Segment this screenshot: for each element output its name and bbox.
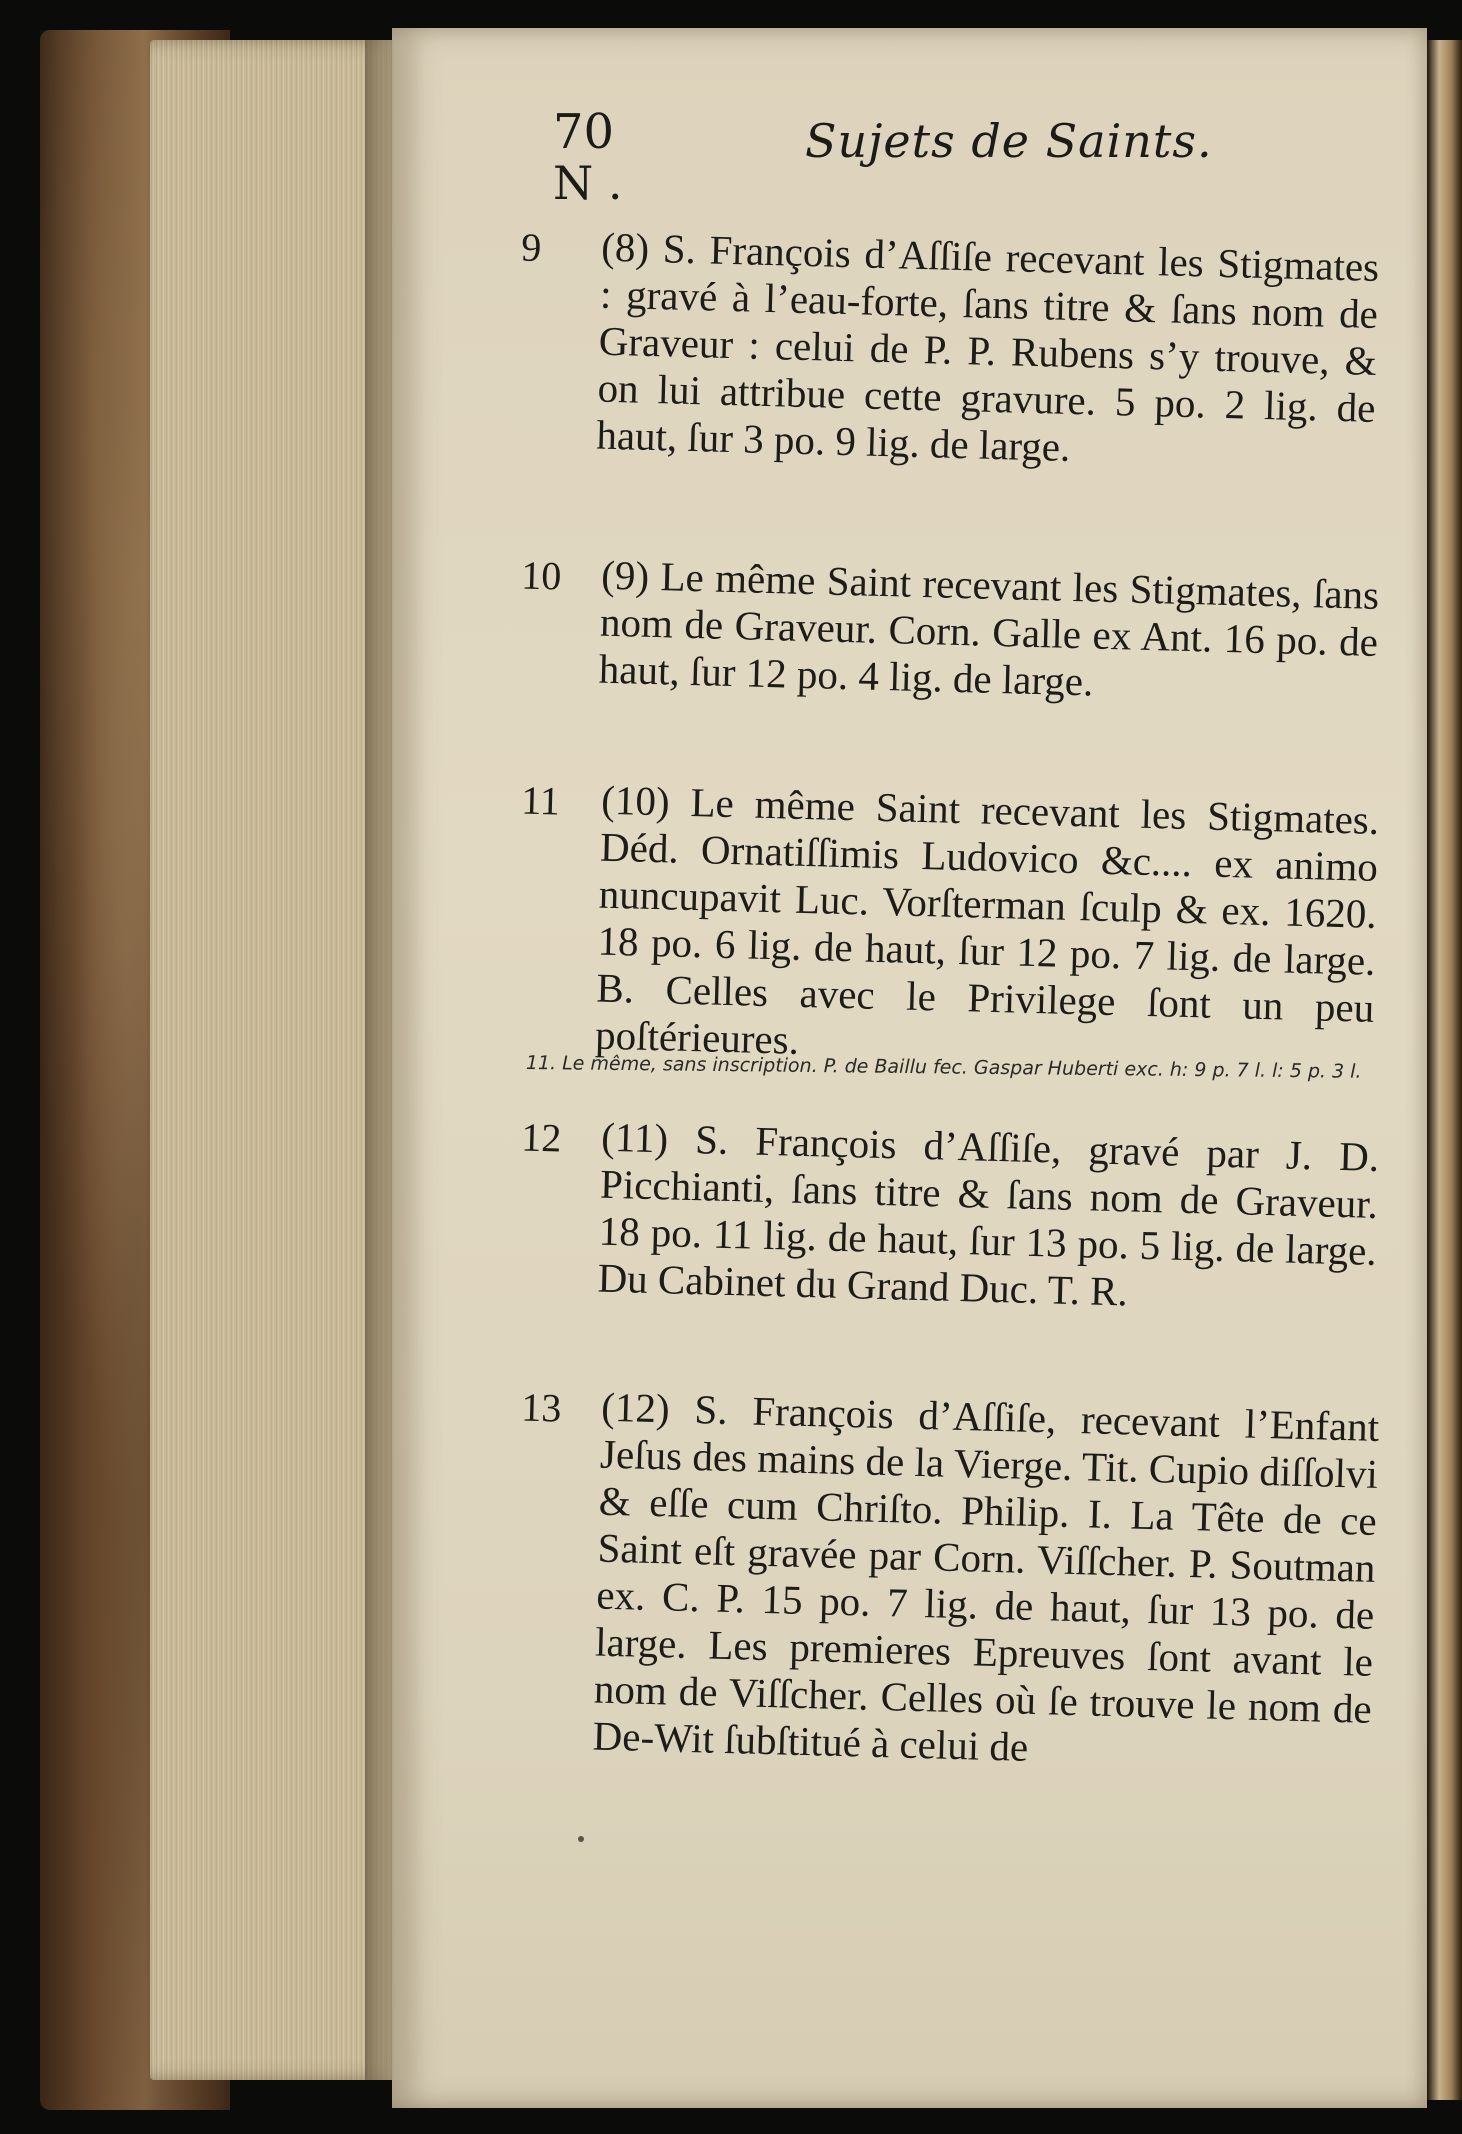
entry-number: 9 [520,224,542,271]
signature-mark: N . [553,156,623,210]
handwritten-annotation: 11. Le même, sans inscription. P. de Baillu fec. Gaspar Huberti exc. h: 9 p. 7 l. l: 5 p. 3 l. [525,1052,1362,1083]
catalogue-entry [520,775,1380,1079]
entry-text: (11) S. François d’Aſſiſe, gravé par J. D. Picchianti, ſans titre & ſans nom de Graveur. 18 po. 11 lig. de haut, ſur 13 po. 5 lig. de large. Du Cabinet du Grand Duc. T. R. [597,1113,1380,1315]
facing-page-edge [1427,40,1462,2100]
catalogue-entry [520,550,1380,713]
catalogue-entry [520,222,1380,479]
entry-text: (9) Le même Saint recevant les Stigmates, ſans nom de Graveur. Corn. Galle ex Ant. 16 po. de haut, ſur 12 po. 4 lig. de large. [598,551,1380,705]
entry-number: 11 [520,777,561,824]
page-number: 70 [553,104,615,160]
entry-number: 13 [520,1384,562,1431]
entry-number: 12 [520,1114,562,1161]
catalogue-entry [520,1112,1380,1322]
entry-text: (12) S. François d’Aſſiſe, recevant l’Enfant Jeſus des mains de la Vierge. Tit. Cupio diſſolvi & eſſe cum Chriſto. Philip. I. La Tête de ce Saint eſt gravée par Corn. Viſſcher. P. Soutman ex. C. P. 15 po. 7 lig. de haut, ſur 13 po. de large. Les premieres Epreuves ſont avant le nom de Viſſcher. Celles où ſe trouve le nom de De-Wit ſubſtitué à celui de [592,1383,1380,1770]
entry-text: (10) Le même Saint recevant les Stigmates. Déd. Ornatiſſimis Ludovico &c.... ex animo nuncupavit Luc. Vorſterman ſculp & ex. 1620. 18 po. 6 lig. de haut, ſur 12 po. 7 lig. de large. B. Celles avec le Privilege ſont un peu poſtérieures. [594,776,1380,1063]
page-gutter-shadow [365,40,425,2080]
running-head: Sujets de Saints. [805,114,1213,168]
catalogue-entry [520,1382,1380,1780]
entry-number: 10 [520,552,562,599]
entry-text: (8) S. François d’Aſſiſe recevant les Stigmates : gravé à l’eau-forte, ſans titre & ſans nom de Graveur : celui de P. P. Rubens s’y trouve, & on lui attribue cette gravure. 5 po. 2 lig. de haut, ſur 3 po. 9 lig. de large. [595,223,1380,470]
page-edges [150,40,395,2080]
ink-speck [578,1836,584,1842]
